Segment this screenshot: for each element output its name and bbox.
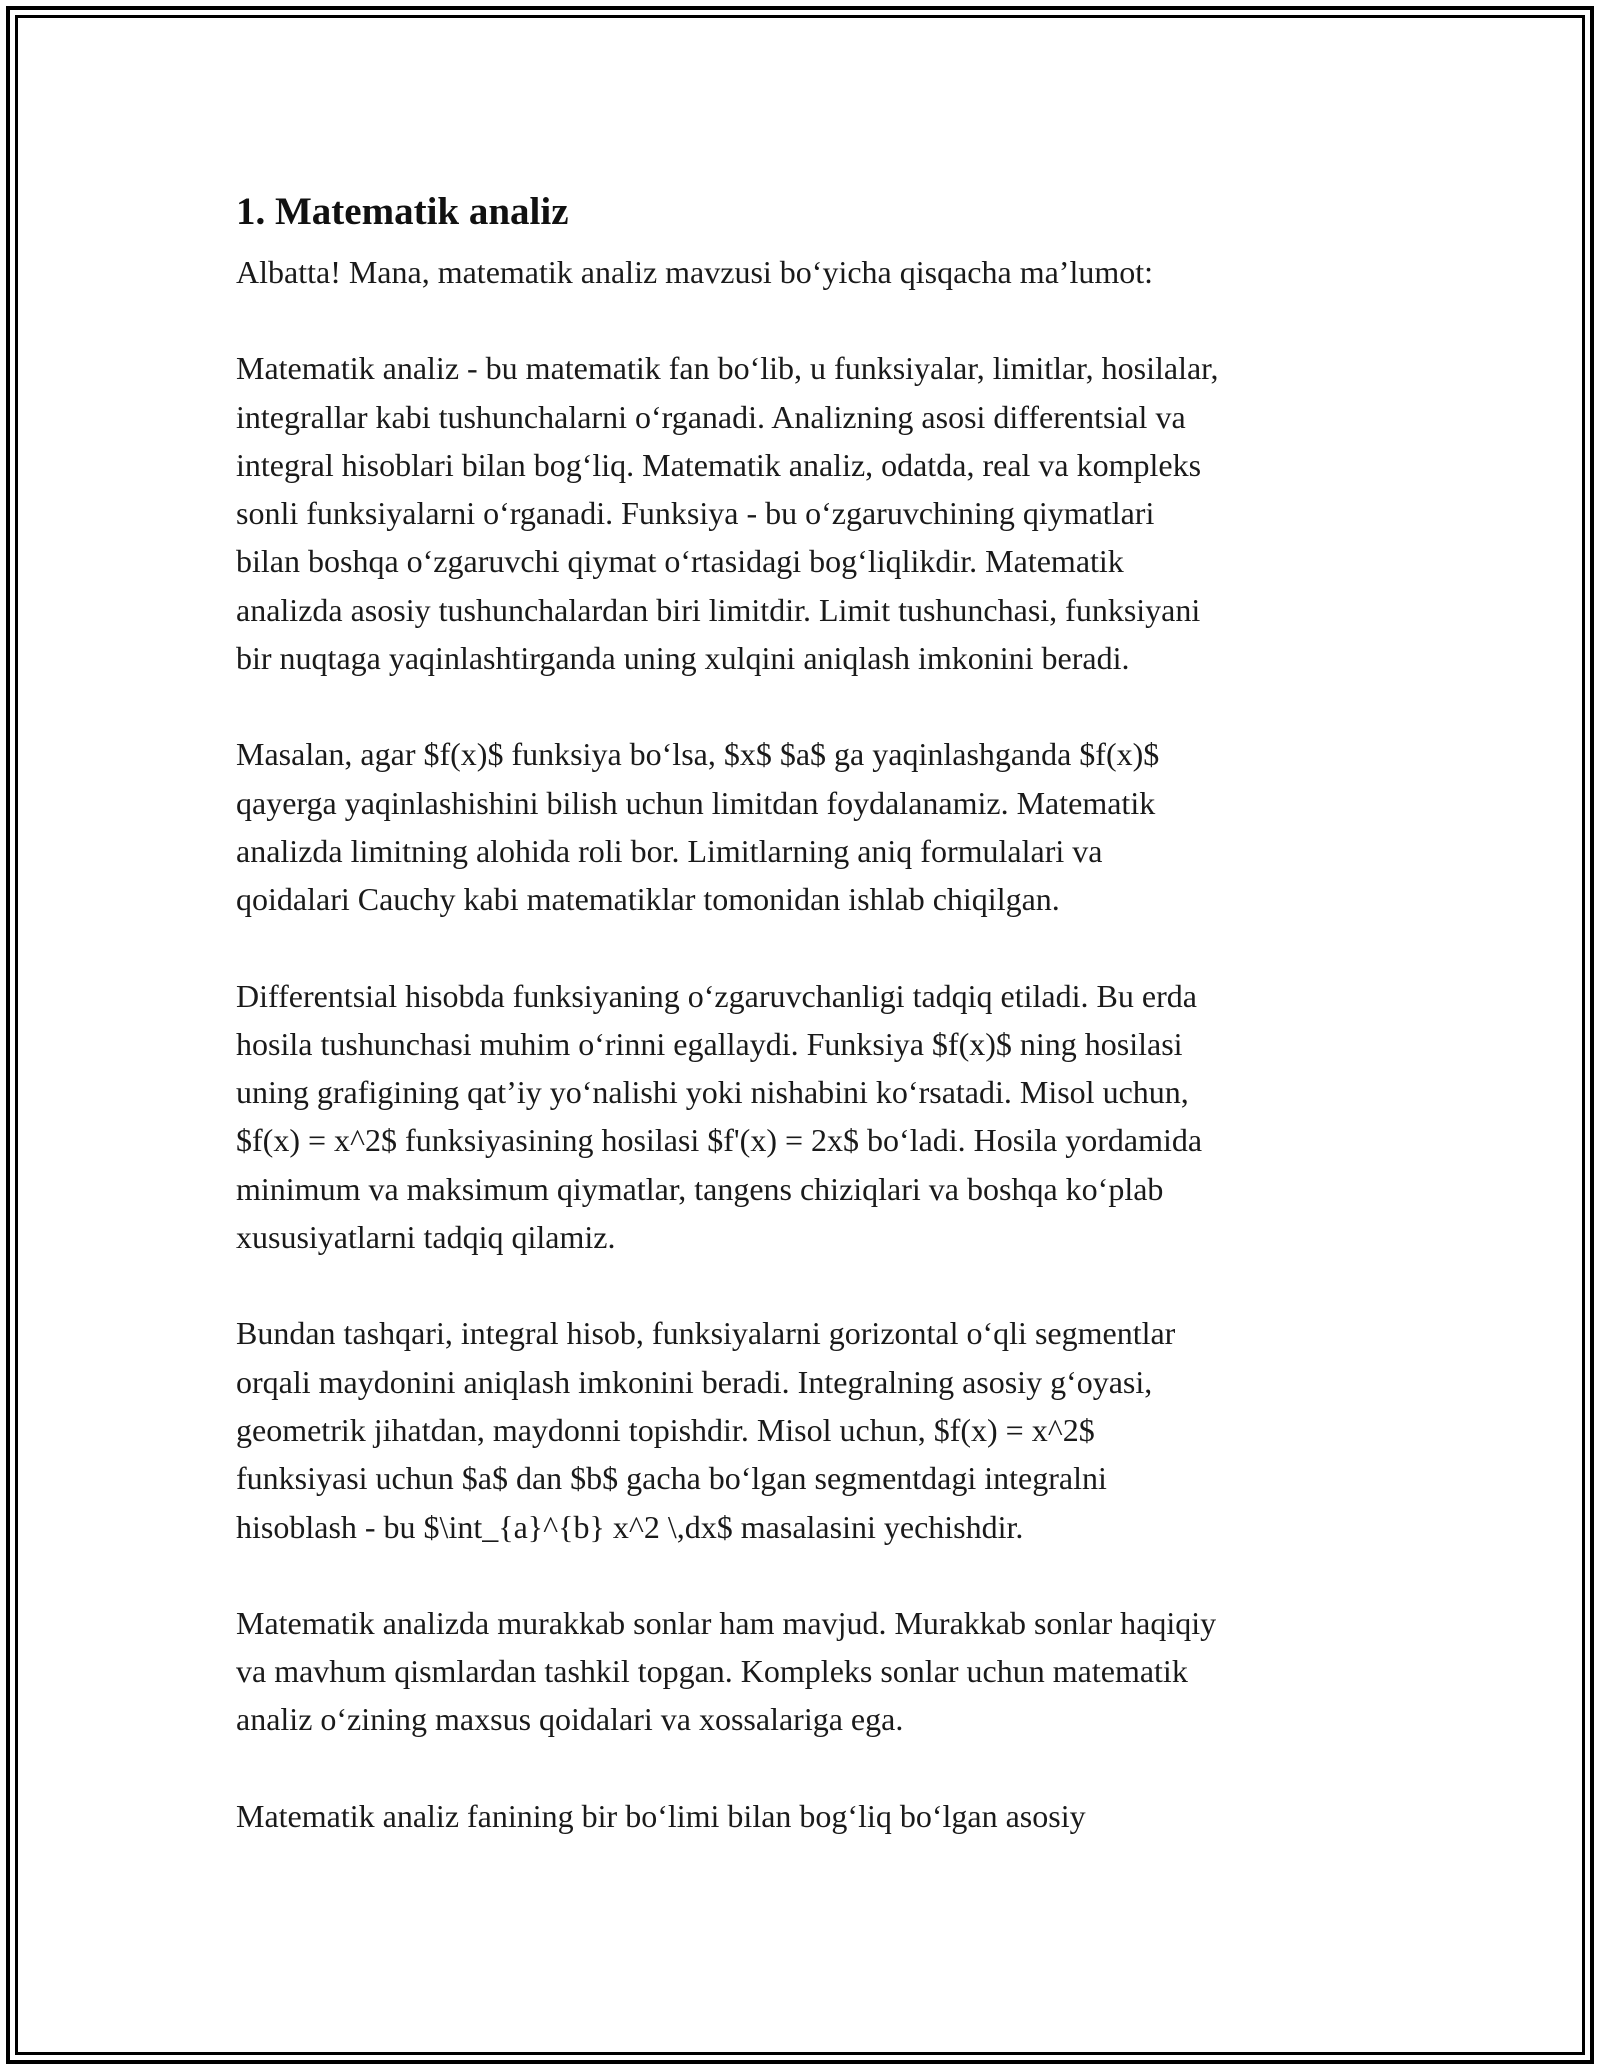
closing-paragraph: Matematik analiz fanining bir bo‘limi bilan bog‘liq bo‘lgan asosiy <box>236 1797 1086 1834</box>
integral-paragraph: Bundan tashqari, integral hisob, funksiyalarni gorizontal o‘qli segmentlar orqali maydonini aniqlash imkonini beradi. Integralning asosiy g‘oyasi, geometrik jihatdan, maydonni topishdir. Misol uchun, $f(x) = x^2$ funksiyasi uchun $a$ dan $b$ gacha bo‘lgan segmentdagi integralni hisoblash - bu $\int_{a}^{b} x^2 \,dx$ masalasini yechishdir. <box>236 1315 1176 1545</box>
definition-paragraph: Matematik analiz - bu matematik fan bo‘lib, u funksiyalar, limitlar, hosilalar, integrallar kabi tushunchalarni o‘rganadi. Analizning asosi differentsial va integral hisoblari bilan bog‘liq. Matematik analiz, odatda, real va kompleks sonli funksiyalarni o‘rganadi. Funksiya - bu o‘zgaruvchining qiymatlari bilan boshqa o‘zgaruvchi qiymat o‘rtasidagi bog‘liqlikdir. Matematik analizda asosiy tushunchalardan biri limitdir. Limit tushunchasi, funksiyani bir nuqtaga yaqinlashtirganda uning xulqini aniqlash imkonini beradi. <box>236 350 1219 677</box>
derivative-paragraph: Differentsial hisobda funksiyaning o‘zgaruvchanligi tadqiq etiladi. Bu erda hosila tushunchasi muhim o‘rinni egallaydi. Funksiya $f(x)$ ning hosilasi uning grafigining qat’iy yo‘nalishi yoki nishabini ko‘rsatadi. Misol uchun, $f(x) = x^2$ funksiyasining hosilasi $f'(x) = 2x$ bo‘ladi. Hosila yordamida minimum va maksimum qiymatlar, tangens chiziqlari va boshqa ko‘plab xususiyatlarni tadqiq qilamiz. <box>236 977 1203 1256</box>
intro-paragraph: Albatta! Mana, matematik analiz mavzusi bo‘yicha qisqacha ma’lumot: <box>236 254 1154 290</box>
limit-paragraph: Masalan, agar $f(x)$ funksiya bo‘lsa, $x$ $a$ ga yaqinlashganda $f(x)$ qayerga yaqinlashishini bilish uchun limitdan foydalanamiz. Matematik analizda limitning alohida roli bor. Limitlarning aniq formulalari va qoidalari Cauchy kabi matematiklar tomonidan ishlab chiqilgan. <box>236 736 1160 918</box>
document-body <box>236 186 1386 1888</box>
complex-numbers-paragraph: Matematik analizda murakkab sonlar ham mavjud. Murakkab sonlar haqiqiy va mavhum qismlardan tashkil topgan. Kompleks sonlar uchun matematik analiz o‘zining maxsus qoidalari va xossalariga ega. <box>236 1604 1217 1738</box>
section-heading: 1. Matematik analiz <box>236 190 569 233</box>
